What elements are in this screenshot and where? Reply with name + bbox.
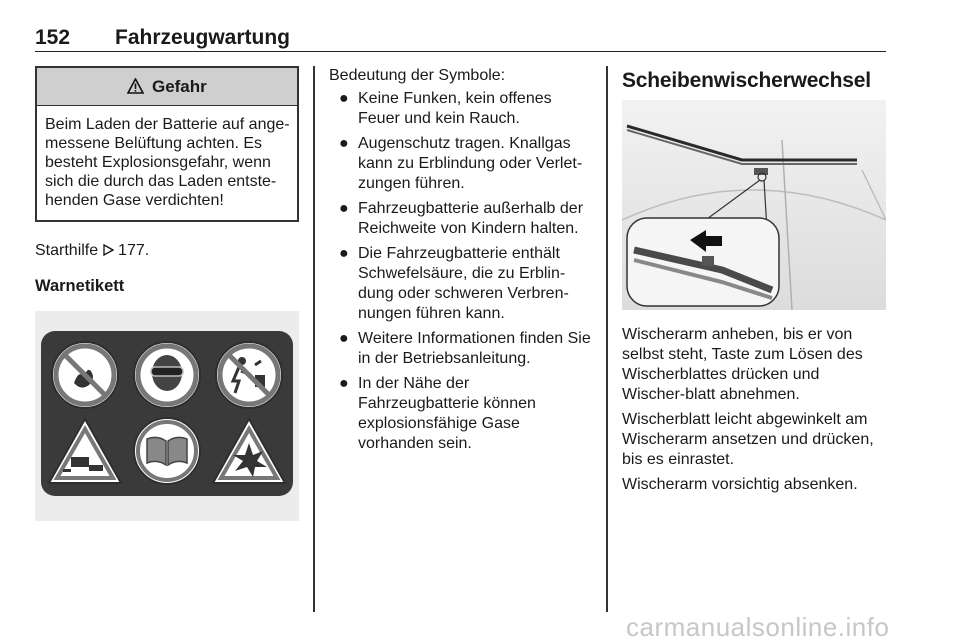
wiper-step-3: Wischerarm vorsichtig absenken.	[622, 476, 858, 493]
danger-box	[35, 66, 299, 222]
wiper-step-1: Wischerarm anheben, bis er von selbst steht, Taste zum Lösen des Wischerblattes drücken und Wischer-blatt abnehmen.	[622, 326, 863, 403]
column-divider	[606, 66, 608, 612]
symbols-intro: Bedeutung der Symbole:	[329, 67, 506, 84]
wiper-illustration	[622, 100, 886, 310]
eye-protection-icon	[134, 342, 200, 408]
list-item: ● Die Fahrzeugbatterie enthält Schwefelsäure, die zu Erblin-dung oder schweren Verbren-nungen führen kann.	[339, 245, 569, 322]
danger-title: Gefahr	[151, 77, 207, 96]
reference-arrow-icon	[103, 242, 118, 259]
keep-children-away-icon	[216, 342, 282, 408]
column-middle	[329, 66, 591, 459]
starthilfe-page: 177.	[118, 242, 150, 259]
starthilfe-label: Starthilfe	[35, 242, 99, 259]
list-item: ● Weitere Informationen finden Sie in der Betriebsanleitung.	[339, 330, 591, 367]
watermark: carmanualsonline.info	[626, 612, 890, 642]
chapter-title: Fahrzeugwartung	[115, 26, 291, 49]
column-divider	[313, 66, 315, 612]
page-number: 152	[35, 26, 71, 49]
explosion-hazard-icon	[213, 419, 285, 483]
section-title: Scheibenwischerwechsel	[622, 69, 871, 92]
list-item: ● Fahrzeugbatterie außerhalb der Reichweite von Kindern halten.	[339, 200, 584, 237]
list-item: ● Augenschutz tragen. Knallgas kann zu Erblindung oder Verlet-zungen führen.	[339, 135, 583, 192]
warnetikett-heading: Warnetikett	[35, 277, 125, 295]
page-header	[35, 24, 886, 52]
read-manual-icon	[134, 418, 200, 484]
list-item: ● Keine Funken, kein offenes Feuer und kein Rauch.	[339, 90, 552, 127]
column-right	[622, 66, 886, 495]
wiper-step-2: Wischerblatt leicht abgewinkelt am Wischerarm ansetzen und drücken, bis es einrastet.	[622, 411, 874, 468]
list-item: ● In der Nähe der Fahrzeugbatterie können explosionsfähige Gase vorhanden sein.	[339, 375, 536, 452]
battery-warning-label-image	[35, 311, 299, 521]
danger-header	[37, 68, 297, 106]
starthilfe-reference[interactable]	[35, 241, 299, 261]
danger-text: Beim Laden der Batterie auf ange-messene Belüftung achten. Es besteht Explosionsgefahr, wenn sich die durch das Laden entste-henden Gase verdichten!	[45, 116, 290, 209]
warning-triangle-icon	[127, 77, 149, 96]
column-left	[35, 66, 299, 521]
warning-label-plate	[41, 331, 293, 496]
acid-hazard-icon	[49, 419, 121, 483]
symbols-list	[329, 89, 591, 454]
no-fire-icon	[52, 342, 118, 408]
